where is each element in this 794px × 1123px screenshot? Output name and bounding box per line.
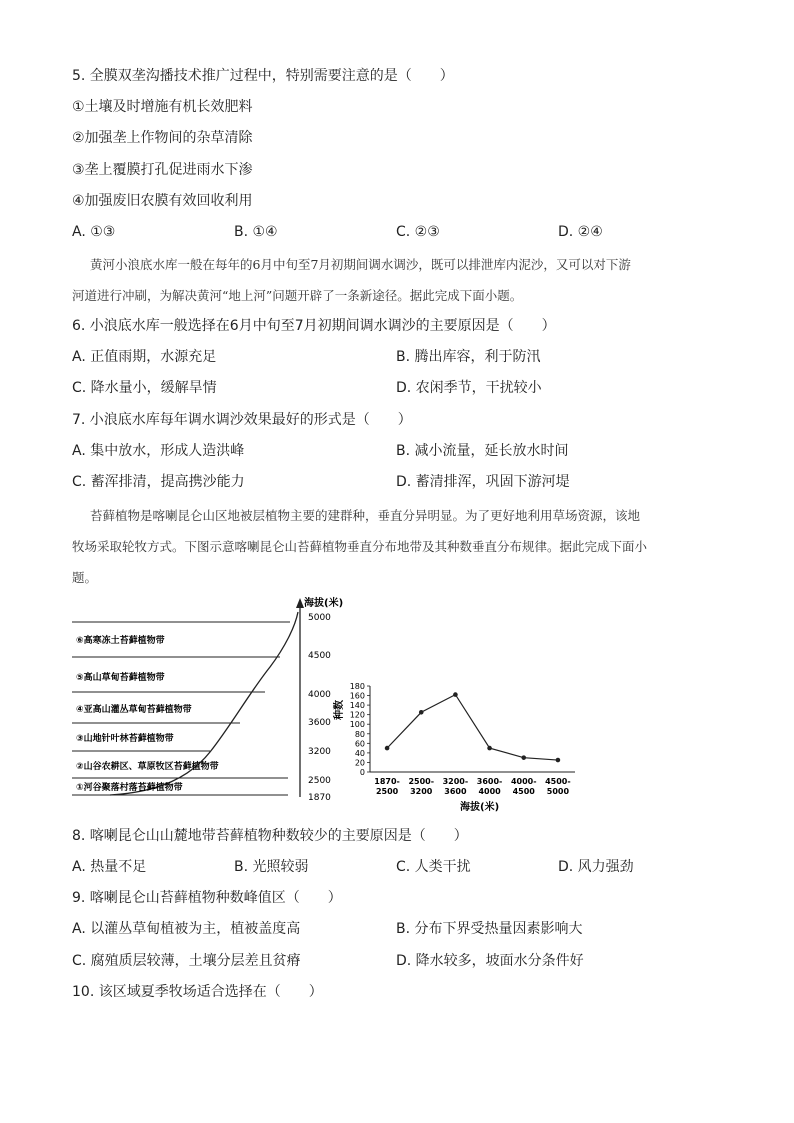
altitude-axis-arrow: [296, 598, 304, 608]
passage1-line2: 河道进行冲刷，为解决黄河“地上河”问题开辟了一条新途径。据此完成下面小题。: [72, 288, 523, 303]
q5-stem: 5. 全膜双垄沟播技术推广过程中，特别需要注意的是（ ）: [72, 68, 454, 84]
passage-moss: [72, 500, 720, 593]
x-category-label: 3200: [410, 787, 433, 796]
band-label-6: ⑥高寒冻土苔藓植物带: [76, 636, 165, 646]
q6-option-d: D. 农闲季节，干扰较小: [396, 380, 542, 396]
altitude-axis-title: 海拔(米): [304, 598, 344, 609]
data-point: [556, 758, 561, 763]
q10-stem: 10. 该区域夏季牧场适合选择在（ ）: [72, 984, 323, 1000]
altitude-tick: 1870: [308, 793, 331, 803]
y-tick-label: 100: [349, 720, 365, 730]
q7-stem: 7. 小浪底水库每年调水调沙效果最好的形式是（ ）: [72, 412, 412, 428]
y-tick-label: 0: [359, 768, 365, 777]
q9-option-a: A. 以灌丛草甸植被为主，植被盖度高: [72, 921, 301, 937]
series-line: [387, 695, 558, 760]
x-category-label: 5000: [546, 787, 570, 796]
q5-item-1: ①土壤及时增施有机长效肥料: [72, 99, 253, 115]
y-tick-label: 140: [349, 701, 365, 711]
q9-stem: 9. 喀喇昆仑山苔藓植物种数峰值区（ ）: [72, 890, 342, 906]
band-label-2: ②山谷农耕区、草原牧区苔藓植物带: [76, 762, 219, 772]
data-point: [521, 755, 526, 760]
x-category-label: 3600-: [476, 777, 503, 786]
q6-stem: 6. 小浪底水库一般选择在6月中旬至7月初期间调水调沙的主要原因是（ ）: [72, 318, 556, 334]
q8-option-c: C. 人类干扰: [396, 859, 471, 875]
altitude-tick: 3200: [308, 747, 331, 757]
q6-option-a: A. 正值雨期，水源充足: [72, 349, 217, 365]
altitude-tick: 5000: [308, 613, 331, 623]
figure-moss-distribution: [70, 592, 590, 812]
x-category-label: 4000: [478, 787, 501, 796]
y-tick-label: 180: [349, 682, 365, 691]
q7-option-a: A. 集中放水，形成人造洪峰: [72, 443, 245, 459]
y-tick-label: 160: [349, 691, 365, 701]
chart-xlabel: 海拔(米): [460, 802, 500, 812]
q9-option-c: C. 腐殖质层较薄，土壤分层差且贫瘠: [72, 953, 301, 969]
band-label-5: ⑤高山草甸苔藓植物带: [76, 673, 165, 683]
q7-option-d: D. 蓄清排浑，巩固下游河堤: [396, 474, 570, 490]
data-point: [419, 710, 424, 715]
x-category-label: 1870-: [374, 777, 400, 786]
y-tick-label: 40: [354, 748, 365, 758]
q6-option-c: C. 降水量小，缓解旱情: [72, 380, 217, 396]
x-category-label: 4500: [512, 787, 535, 796]
y-tick-label: 60: [354, 739, 365, 749]
species-line-chart: [332, 682, 575, 812]
y-tick-label: 120: [349, 710, 365, 720]
data-point: [487, 746, 492, 751]
q8-stem: 8. 喀喇昆仑山山麓地带苔藓植物种数较少的主要原因是（ ）: [72, 828, 468, 844]
q7-option-c: C. 蓄浑排清，提高携沙能力: [72, 474, 245, 490]
band-label-3: ③山地针叶林苔藓植物带: [76, 734, 174, 744]
altitude-tick: 3600: [308, 718, 331, 728]
y-tick-label: 80: [354, 729, 365, 739]
q9-option-b: B. 分布下界受热量因素影响大: [396, 921, 583, 937]
q5-item-3: ③垄上覆膜打孔促进雨水下渗: [72, 162, 253, 178]
q8-option-b: B. 光照较弱: [234, 859, 309, 875]
q9-option-d: D. 降水较多，坡面水分条件好: [396, 953, 584, 969]
q8-option-d: D. 风力强劲: [558, 859, 634, 875]
data-point: [453, 692, 458, 697]
q7-option-b: B. 减小流量，延长放水时间: [396, 443, 569, 459]
q5-option-a: A. ①③: [72, 224, 116, 240]
x-category-label: 3600: [444, 787, 467, 796]
q5-option-b: B. ①④: [234, 224, 278, 240]
q5-item-2: ②加强垄上作物间的杂草清除: [72, 130, 253, 146]
altitude-tick: 2500: [308, 776, 331, 786]
x-category-label: 2500-: [408, 777, 435, 786]
passage2-line1: 苔藓植物是喀喇昆仑山区地被层植物主要的建群种，垂直分异明显。为了更好地利用草场资源，该地: [90, 508, 641, 523]
vertical-zone-diagram: [72, 596, 343, 803]
y-tick-label: 20: [354, 758, 365, 768]
q5-item-4: ④加强废旧农膜有效回收利用: [72, 193, 253, 209]
q8-option-a: A. 热量不足: [72, 859, 147, 875]
q5-option-d: D. ②④: [558, 224, 603, 240]
x-category-label: 3200-: [442, 777, 469, 786]
band-label-1: ①河谷聚落村落苔藓植物带: [76, 783, 183, 793]
chart-ylabel: 种数: [334, 700, 345, 720]
x-category-label: 2500: [375, 787, 399, 796]
q6-option-b: B. 腾出库容，利于防汛: [396, 349, 541, 365]
data-point: [385, 746, 390, 751]
x-category-label: 4000-: [510, 777, 537, 786]
band-label-4: ④亚高山灌丛草甸苔藓植物带: [76, 705, 192, 715]
x-category-label: 4500-: [545, 777, 571, 786]
altitude-tick: 4500: [308, 651, 331, 661]
altitude-tick: 4000: [308, 690, 331, 700]
passage2-line3: 题。: [72, 570, 98, 585]
q5-option-c: C. ②③: [396, 224, 440, 240]
passage-xiaolangdi: [72, 249, 720, 311]
passage1-line1: 黄河小浪底水库一般在每年的6月中旬至7月初期间调水调沙，既可以排泄库内泥沙，又可以对下游: [90, 257, 631, 272]
passage2-line2: 牧场采取轮牧方式。下图示意喀喇昆仑山苔藓植物垂直分布地带及其种数垂直分布规律。据此完成下面小: [72, 539, 648, 554]
